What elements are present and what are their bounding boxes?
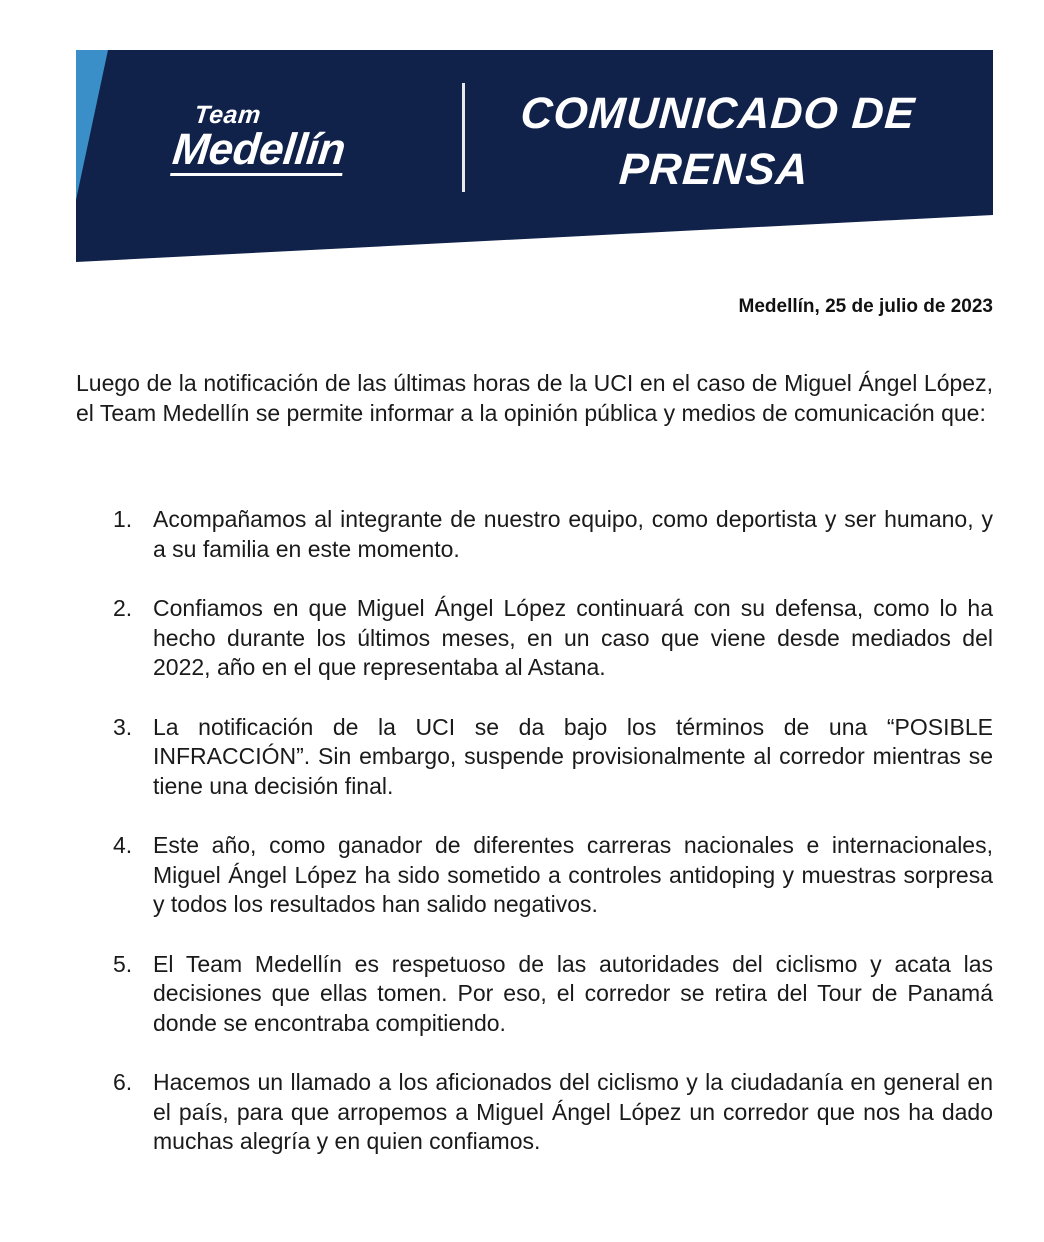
title-line-2: PRENSA — [617, 145, 811, 194]
list-item-number: 4. — [113, 832, 133, 858]
dateline: Medellín, 25 de julio de 2023 — [738, 296, 993, 317]
list-item — [113, 950, 993, 1039]
logo-team-text: Team — [193, 101, 263, 129]
list-item — [113, 1068, 993, 1157]
banner-divider — [462, 83, 465, 192]
team-medellin-logo — [170, 102, 350, 176]
press-release-title — [492, 86, 940, 198]
list-item — [113, 831, 993, 920]
list-item-text: La notificación de la UCI se da bajo los términos de una “POSIBLE INFRACCIÓN”. Sin embargo, suspende provisionalmente al corredor mientras se tiene una decisión final. — [153, 713, 993, 799]
list-item-text: Confiamos en que Miguel Ángel López continuará con su defensa, como lo ha hecho durante los últimos meses, en un caso que viene desde mediados del 2022, año en el que representaba al Astana. — [153, 595, 993, 680]
list-item — [113, 594, 993, 683]
list-item-text: Acompañamos al integrante de nuestro equipo, como deportista y ser humano, y a su familia en este momento. — [153, 506, 993, 562]
list-item-number: 6. — [113, 1069, 133, 1095]
list-item-number: 2. — [113, 595, 133, 621]
list-item-number: 3. — [113, 713, 133, 740]
title-line-1: COMUNICADO DE — [519, 89, 917, 138]
list-item-number: 1. — [113, 506, 133, 532]
press-release-banner — [76, 50, 993, 262]
list-item — [113, 505, 993, 564]
list-item-text: Este año, como ganador de diferentes carreras nacionales e internacionales, Miguel Ángel López ha sido sometido a controles antidoping y muestras sorpresa y todos los resultados han salido negativos. — [153, 832, 993, 917]
numbered-statement-list — [113, 505, 993, 1187]
list-item-text: Hacemos un llamado a los aficionados del ciclismo y la ciudadanía en general en el país, para que arropemos a Miguel Ángel López un corredor que nos ha dado muchas alegría y en quien confiamos. — [153, 1069, 993, 1154]
list-item — [113, 713, 993, 802]
logo-medellin-text: Medellín — [170, 125, 348, 174]
list-item-text: El Team Medellín es respetuoso de las autoridades del ciclismo y acata las decisiones que ellas tomen. Por eso, el corredor se retira del Tour de Panamá donde se encontraba compitiendo. — [153, 950, 993, 1036]
list-item-number: 5. — [113, 950, 133, 977]
intro-paragraph: Luego de la notificación de las últimas horas de la UCI en el caso de Miguel Ángel López, el Team Medellín se permite informar a la opinión pública y medios de comunicación que: — [76, 370, 993, 426]
